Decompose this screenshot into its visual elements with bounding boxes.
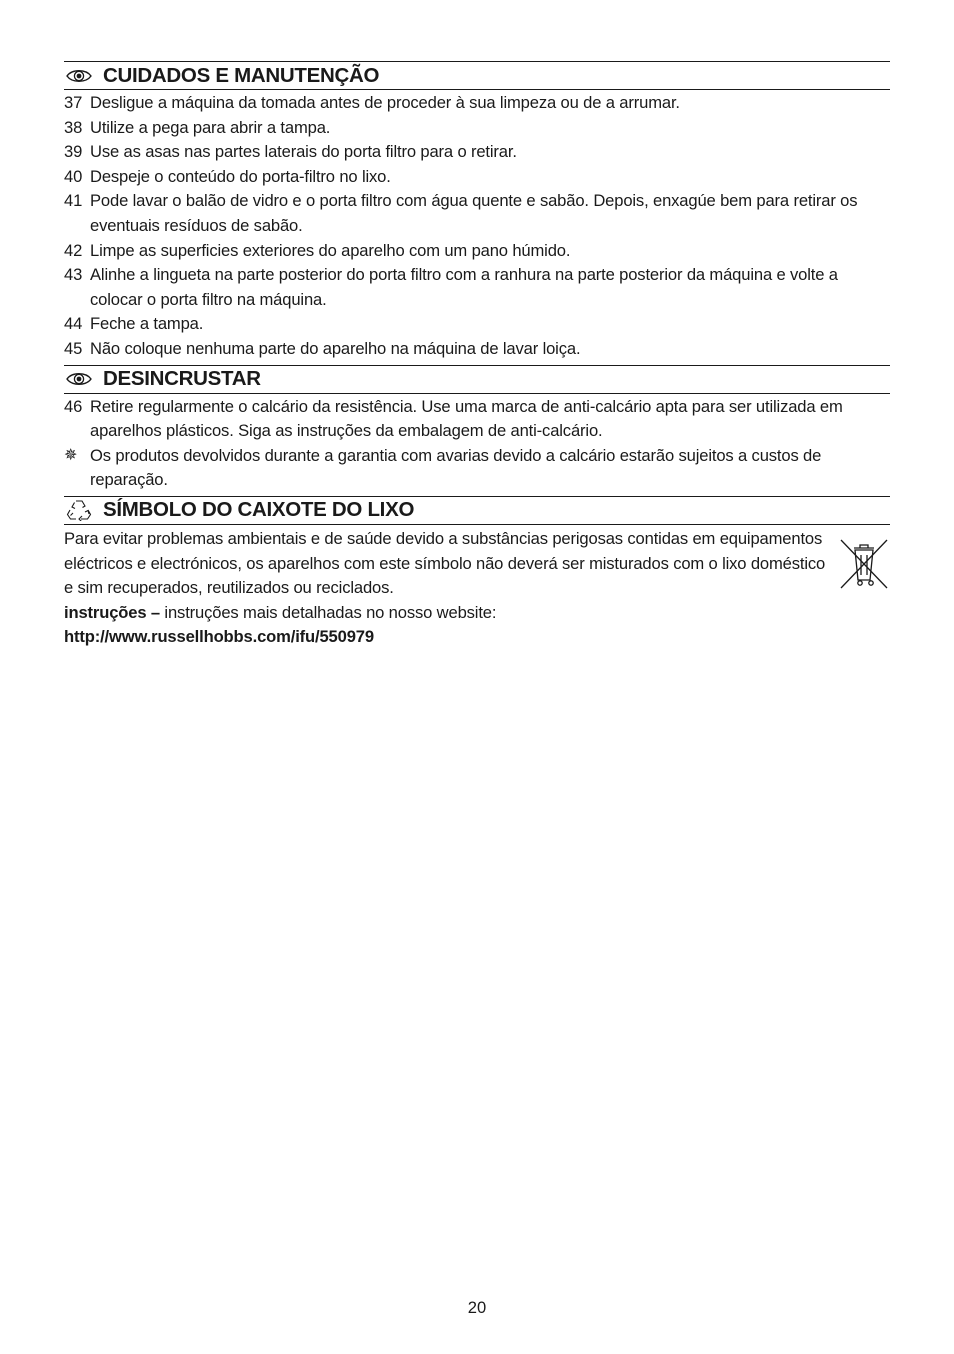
item-text: Retire regularmente o calcário da resistência. Use uma marca de anti-calcário apta para ser utilizada em aparelhos plásticos. Siga as instruções da embalagem de anti-calcário.	[90, 396, 843, 441]
section-title: CUIDADOS E MANUTENÇÃO	[103, 63, 380, 87]
item-text: Feche a tampa.	[90, 314, 204, 334]
list-item	[64, 189, 890, 238]
disposal-text	[64, 527, 834, 650]
item-number: 40	[64, 166, 83, 186]
warning-item	[64, 444, 890, 493]
item-text: Despeje o conteúdo do porta-filtro no lixo.	[90, 166, 391, 186]
item-number: 43	[64, 265, 83, 285]
page-number: 20	[467, 1298, 487, 1317]
crossed-out-bin-icon	[838, 537, 890, 591]
list-item	[64, 239, 890, 264]
instructions-label: instruções –	[64, 602, 160, 622]
document-page	[64, 61, 890, 650]
list-item	[64, 337, 890, 362]
section-heading-bin	[64, 496, 890, 525]
section-title: SÍMBOLO DO CAIXOTE DO LIXO	[103, 498, 415, 522]
section-heading-care	[64, 61, 890, 90]
eye-icon	[66, 370, 92, 388]
item-text: Os produtos devolvidos durante a garantia com avarias devido a calcário estarão sujeitos a custos de reparação.	[90, 445, 822, 490]
disposal-paragraph: Para evitar problemas ambientais e de saúde devido a substâncias perigosas contidas em equipamentos eléctricos e electrónicos, os aparelhos com este símbolo não deverá ser misturados com o lixo doméstico e sim recuperados, reutilizados ou reciclados.	[64, 528, 826, 598]
item-number: 39	[64, 142, 83, 162]
item-text: Limpe as superficies exteriores do aparelho com um pano húmido.	[90, 240, 571, 260]
item-text: Pode lavar o balão de vidro e o porta filtro com água quente e sabão. Depois, enxagúe bem para retirar os eventuais resíduos de sabão.	[90, 191, 858, 235]
care-list	[64, 90, 890, 365]
item-number: 46	[64, 396, 83, 416]
list-item	[64, 140, 890, 165]
item-number: 41	[64, 191, 83, 211]
eye-icon	[66, 67, 92, 85]
item-number: 37	[64, 93, 83, 112]
list-item	[64, 263, 890, 312]
item-text: Use as asas nas partes laterais do porta filtro para o retirar.	[90, 142, 517, 162]
website-url	[64, 625, 834, 650]
item-number: 45	[64, 338, 83, 358]
section-heading-descale	[64, 365, 890, 394]
item-number: 38	[64, 117, 83, 137]
list-item	[64, 165, 890, 190]
list-item	[64, 116, 890, 141]
list-item	[64, 312, 890, 337]
section-title: DESINCRUSTAR	[103, 367, 261, 391]
item-text: Desligue a máquina da tomada antes de proceder à sua limpeza ou de a arrumar.	[90, 93, 680, 112]
recycle-icon	[66, 501, 92, 519]
item-text: Alinhe a lingueta na parte posterior do porta filtro com a ranhura na parte posterior da máquina e volte a colocar o porta filtro na máquina.	[90, 265, 838, 309]
instructions-line	[64, 601, 834, 626]
instructions-text: instruções mais detalhadas no nosso website:	[159, 602, 497, 622]
warning-sun-icon: ✵	[64, 446, 78, 464]
list-item	[64, 91, 890, 116]
item-text: Utilize a pega para abrir a tampa.	[90, 117, 331, 137]
disposal-block	[64, 525, 890, 650]
item-number: 42	[64, 240, 83, 260]
descale-list	[64, 394, 890, 496]
item-number: 44	[64, 314, 83, 334]
url-text: http://www.russellhobbs.com/ifu/550979	[64, 627, 374, 647]
item-text: Não coloque nenhuma parte do aparelho na máquina de lavar loiça.	[90, 338, 581, 358]
list-item	[64, 395, 890, 444]
